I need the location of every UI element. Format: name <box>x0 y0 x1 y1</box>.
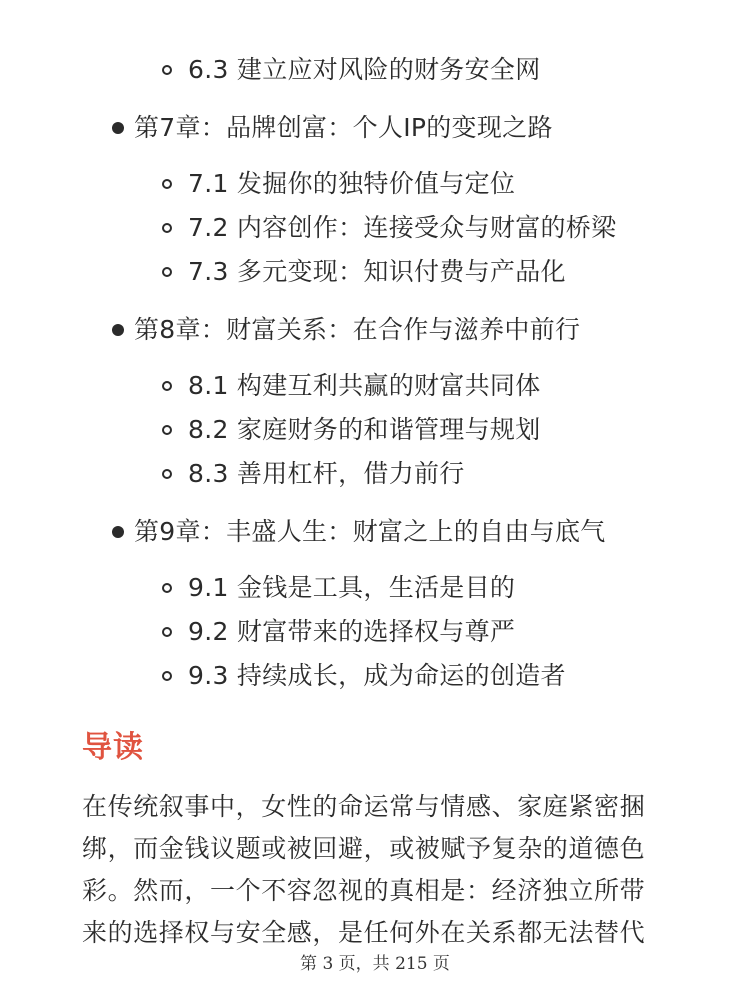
hollow-bullet-icon <box>162 223 172 233</box>
hollow-bullet-icon <box>162 425 172 435</box>
intro-paragraph <box>82 786 674 954</box>
toc-item-label: 9.3 持续成长，成为命运的创造者 <box>188 661 566 690</box>
hollow-bullet-icon <box>162 179 172 189</box>
toc-item-label: 7.2 内容创作：连接受众与财富的桥梁 <box>188 213 617 242</box>
toc-item-label: 7.3 多元变现：知识付费与产品化 <box>188 257 566 286</box>
toc-item-label: 第9章：丰盛人生：财富之上的自由与底气 <box>134 517 606 546</box>
hollow-bullet-icon <box>162 671 172 681</box>
toc-item-label: 第7章：品牌创富：个人IP的变现之路 <box>134 113 553 142</box>
toc-item-label: 8.1 构建互利共赢的财富共同体 <box>188 371 541 400</box>
toc-item-label: 7.1 发掘你的独特价值与定位 <box>188 169 516 198</box>
toc-item-label: 6.3 建立应对风险的财务安全网 <box>188 55 541 84</box>
paragraph-line: 在传统叙事中，女性的命运常与情感、家庭紧密捆 <box>82 792 646 821</box>
solid-bullet-icon <box>112 526 124 538</box>
hollow-bullet-icon <box>162 469 172 479</box>
toc-item-label: 第8章：财富关系：在合作与滋养中前行 <box>134 315 581 344</box>
hollow-bullet-icon <box>162 267 172 277</box>
hollow-bullet-icon <box>162 381 172 391</box>
section-heading: 导读 <box>82 730 144 765</box>
toc-item-label: 8.3 善用杠杆，借力前行 <box>188 459 465 488</box>
paragraph-line: 来的选择权与安全感，是任何外在关系都无法替代 <box>82 918 646 947</box>
solid-bullet-icon <box>112 324 124 336</box>
toc-item-label: 8.2 家庭财务的和谐管理与规划 <box>188 415 541 444</box>
toc-item-label: 9.1 金钱是工具，生活是目的 <box>188 573 516 602</box>
paragraph-line: 绑，而金钱议题或被回避，或被赋予复杂的道德色 <box>82 834 646 863</box>
solid-bullet-icon <box>112 122 124 134</box>
hollow-bullet-icon <box>162 583 172 593</box>
toc-item-label: 9.2 财富带来的选择权与尊严 <box>188 617 516 646</box>
hollow-bullet-icon <box>162 627 172 637</box>
paragraph-line: 彩。然而，一个不容忽视的真相是：经济独立所带 <box>82 876 646 905</box>
page-footer: 第 3 页，共 215 页 <box>300 954 450 974</box>
hollow-bullet-icon <box>162 65 172 75</box>
